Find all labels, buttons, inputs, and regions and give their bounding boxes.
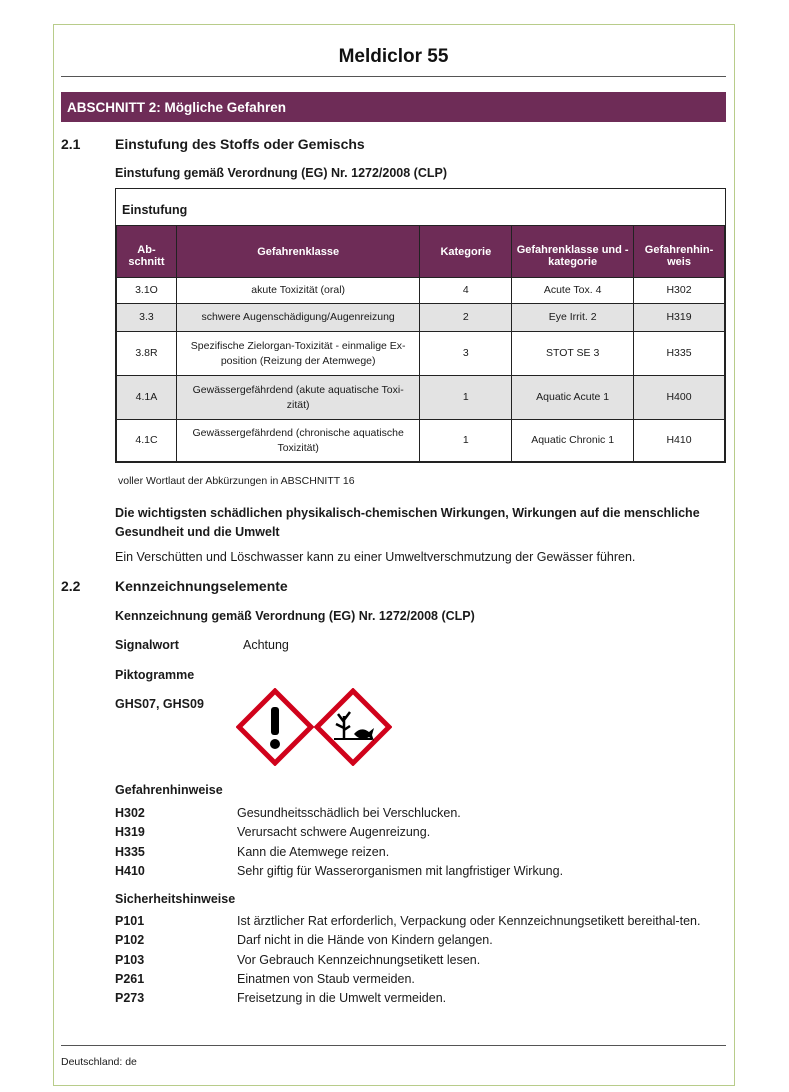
cell-statement: H400 [634,376,725,420]
cell-section: 3.3 [117,304,177,332]
effects-text: Ein Verschütten und Löschwasser kann zu einer Umweltverschmutzung der Gewässer führen. [115,550,636,564]
cell-hazard-class: akute Toxizität (oral) [176,278,420,304]
document-title: Meldiclor 55 [338,46,449,67]
list-item [115,970,722,989]
table-row [117,304,725,332]
statement-code: H302 [115,806,145,820]
signal-word-value: Achtung [243,638,289,652]
statement-code: P273 [115,991,145,1006]
section-2-2-subheading: Kennzeichnung gemäß Verordnung (EG) Nr. 1272/2008 (CLP) [115,609,475,623]
cell-statement: H335 [634,332,725,376]
statement-code: H335 [115,844,145,859]
cell-category: 1 [420,376,512,420]
cell-class-category: Aquatic Chronic 1 [512,420,634,462]
statement-text: Darf nicht in die Hände von Kindern gelangen. [237,933,493,948]
statement-text: Vor Gebrauch Kennzeichnungsetikett lesen. [237,952,481,967]
table-row [117,420,725,462]
cell-section: 4.1A [117,376,177,420]
statement-text: Ist ärztlicher Rat erforderlich, Verpackung oder Kennzeichnungsetikett bereithal-ten. [237,914,701,928]
statement-text: Verursacht schwere Augenreizung. [237,825,431,840]
cell-hazard-class: schwere Augenschädigung/Augenreizung [176,304,420,332]
col-header-hazard-class: Gefahrenklasse [176,226,420,278]
cell-class-category: Eye Irrit. 2 [512,304,634,332]
classification-table [115,188,726,463]
col-header-section: Ab- schnitt [117,226,177,278]
statement-text: Kann die Atemwege reizen. [237,844,390,859]
statement-text: Sehr giftig für Wasserorganismen mit langfristiger Wirkung. [237,863,564,878]
section-2-2-number: 2.2 [61,578,81,594]
statement-code: P101 [115,914,145,928]
table-header-row [117,226,725,278]
cell-hazard-class: Spezifische Zielorgan-Toxizität - einmalige Ex-position (Reizung der Atemwege) [176,332,420,376]
pictogram-label: Piktogramme [115,668,195,682]
precaution-statements-heading: Sicherheitshinweise [115,892,236,906]
col-header-category: Kategorie [420,226,512,278]
list-item [115,912,722,931]
cell-hazard-class: Gewässergefährdend (chronische aquatische Toxizität) [176,420,420,462]
col-header-statement: Gefahrenhin-weis [634,226,725,278]
footer-divider [61,1045,726,1046]
cell-statement: H410 [634,420,725,462]
list-item [115,843,722,862]
cell-section: 4.1C [117,420,177,462]
cell-category: 4 [420,278,512,304]
statement-code: P103 [115,952,145,967]
environment-icon [314,688,392,766]
list-item [115,804,722,823]
hazard-statements-list [115,804,722,881]
statement-code: H319 [115,825,145,840]
cell-section: 3.8R [117,332,177,376]
list-item [115,931,722,950]
footer-text: Deutschland: de [61,1056,137,1068]
precaution-statements-list [115,912,722,1008]
cell-category: 3 [420,332,512,376]
cell-statement: H319 [634,304,725,332]
col-header-class-category: Gefahrenklasse und -kategorie [512,226,634,278]
cell-category: 1 [420,420,512,462]
list-item [115,862,722,881]
statement-text: Freisetzung in die Umwelt vermeiden. [237,991,447,1006]
section-2-1-subheading: Einstufung gemäß Verordnung (EG) Nr. 1272/2008 (CLP) [115,166,448,180]
exclamation-mark-icon [236,688,314,766]
hazard-statements-heading: Gefahrenhinweise [115,783,223,797]
section-heading-bar: ABSCHNITT 2: Mögliche Gefahren [61,92,726,122]
abbreviation-note: voller Wortlaut der Abkürzungen in ABSCHNITT 16 [118,475,355,487]
section-2-1-number: 2.1 [61,136,81,152]
signal-word-label: Signalwort [115,638,179,652]
section-2-1-heading: Einstufung des Stoffs oder Gemischs [115,136,365,152]
cell-class-category: Aquatic Acute 1 [512,376,634,420]
signal-word-row [115,638,289,652]
cell-hazard-class: Gewässergefährdend (akute aquatische Toxi-zität) [176,376,420,420]
table-row [117,332,725,376]
table-row [117,376,725,420]
table-row [117,278,725,304]
cell-class-category: STOT SE 3 [512,332,634,376]
statement-text: Einatmen von Staub vermeiden. [237,971,415,986]
classification-grid [116,225,725,462]
cell-class-category: Acute Tox. 4 [512,278,634,304]
statement-code: P102 [115,933,145,948]
pictogram-codes: GHS07, GHS09 [115,697,204,711]
section-2-2-heading: Kennzeichnungselemente [115,578,288,594]
title-divider [61,76,726,77]
cell-section: 3.1O [117,278,177,304]
statement-code: H410 [115,863,145,878]
statement-text: Gesundheitsschädlich bei Verschlucken. [237,806,461,820]
effects-heading: Die wichtigsten schädlichen physikalisch-chemischen Wirkungen, Wirkungen auf die menschliche Gesundheit und die Umwelt [115,506,700,539]
list-item [115,823,722,842]
list-item [115,989,722,1008]
statement-code: P261 [115,971,145,986]
table-caption: Einstufung [122,203,188,217]
cell-statement: H302 [634,278,725,304]
list-item [115,951,722,970]
cell-category: 2 [420,304,512,332]
